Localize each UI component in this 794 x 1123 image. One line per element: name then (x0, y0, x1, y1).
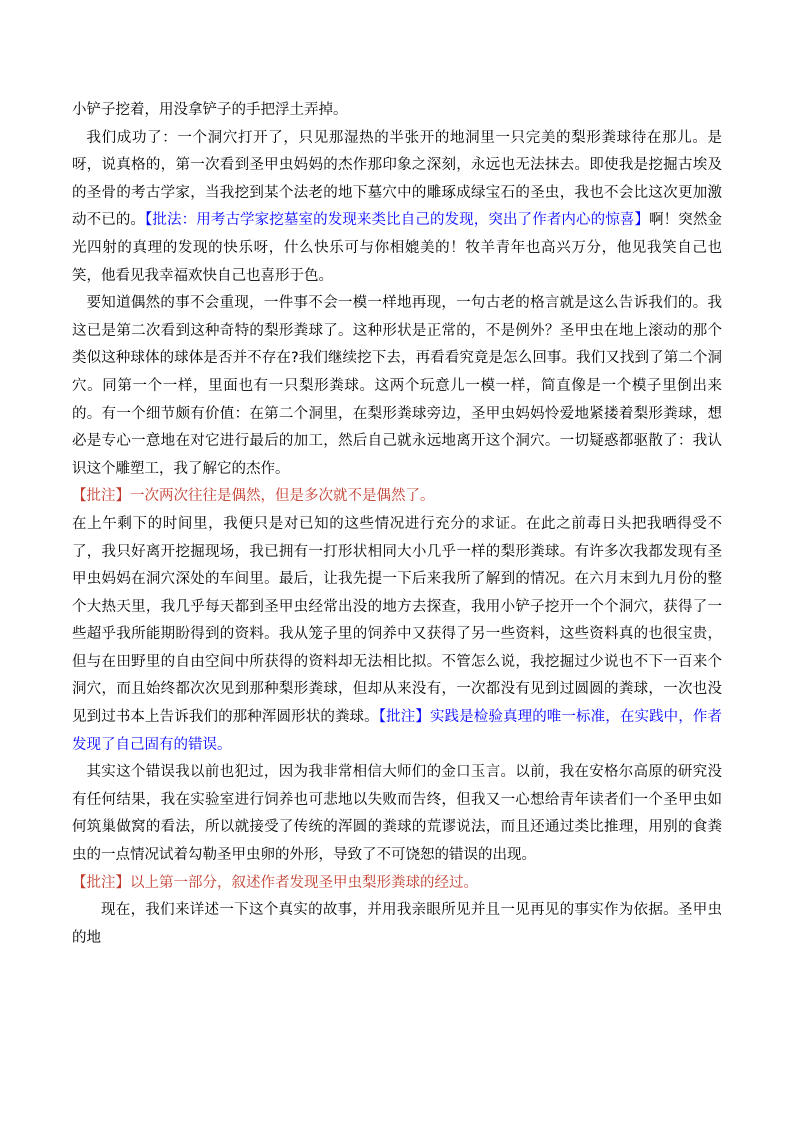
paragraph-4 (72, 511, 722, 759)
paragraph-4-text: 在上午剩下的时间里，我便只是对已知的这些情况进行充分的求证。在此之前毒日头把我晒得受不了，我只好离开挖掘现场，我已拥有一打形状相同大小几乎一样的梨形粪球。有许多次我都发现有圣甲虫妈妈在洞穴深处的车间里。最后，让我先提一下后来我所了解到的情况。在六月末到九月份的整个大热天里，我几乎每天都到圣甲虫经常出没的地方去探查，我用小铲子挖开一个个洞穴，获得了一些超乎我所能期盼得到的资料。我从笼子里的饲养中又获得了另一些资料，这些资料真的也很宝贵，但与在田野里的自由空间中所获得的资料却无法相比拟。不管怎么说，我挖掘过少说也不下一百来个洞穴，而且始终都次次见到那种梨形粪球，但却从来没有，一次都没有见到过圆圆的粪球，一次也没见到过书本上告诉我们的那种浑圆形状的粪球。 (72, 515, 722, 726)
paragraph-6: 现在，我们来详述一下这个真实的故事，并用我亲眼所见并且一见再见的事实作为依据。圣甲虫的地 (72, 902, 722, 946)
annotation-2-label: 【批注】 (72, 874, 130, 891)
paragraph-3: 要知道偶然的事不会重现，一件事不会一模一样地再现，一句古老的格言就是这么告诉我们的。我这已是第二次看到这种奇特的梨形粪球了。这种形状是正常的，不是例外？圣甲虫在地上滚动的那个类似这种球体的球体是否并不存在?我们继续挖下去，再看看究竟是怎么回事。我们又找到了第二个洞穴。同第一个一样，里面也有一只梨形粪球。这两个玩意儿一模一样，简直像是一个模子里倒出来的。有一个细节颇有价值：在第二个洞里，在梨形粪球旁边，圣甲虫妈妈怜爱地紧搂着梨形粪球，想必是专心一意地在对它进行最后的加工，然后自己就永远地离开这个洞穴。一切疑惑都驱散了：我认识这个雕塑工，我了解它的杰作。 (72, 295, 722, 477)
annotation-1-text: 一次两次往往是偶然，但是多次就不是偶然了。 (130, 488, 435, 505)
paragraph-2-tail: 啊！突然金光四射的真理的发现的快乐呀，什么快乐可与你相媲美的！牧羊青年也高兴万分，他见我笑自己也笑，他看见我幸福欢快自己也喜形于色。 (72, 212, 723, 284)
annotation-archaeologist: 【批法：用考古学家挖墓室的发现来类比自己的发现，突出了作者内心的惊喜】 (145, 212, 650, 229)
paragraph-5: 其实这个错误我以前也犯过，因为我非常相信大师们的金口玉言。以前，我在安格尔高原的研究没有任何结果，我在实验室进行饲养也可悲地以失败而告终，但我又一心想给青年读者们一个圣甲虫如何筑巢做窝的看法，所以就接受了传统的浑圆的粪球的荒谬说法，而且还通过类比推理，用别的食粪虫的一点情况试着勾勒圣甲虫卵的外形，导致了不可饶恕的错误的出现。 (72, 764, 722, 864)
annotation-practice: 【批注】实践是检验真理的唯一标准，在实践中，作者发现了自己固有的错误。 (72, 709, 722, 753)
annotation-2 (72, 870, 722, 898)
paragraph-2 (72, 125, 722, 291)
annotation-1-label: 【批注】 (72, 488, 130, 505)
paragraph-2-text: 我们成功了：一个洞穴打开了，只见那湿热的半张开的地洞里一只完美的梨形粪球待在那儿。是呀，说真格的，第一次看到圣甲虫妈妈的杰作那印象之深刻，永远也无法抹去。即使我是挖掘古埃及的圣骨的考古学家，当我挖到某个法老的地下墓穴中的雕琢成绿宝石的圣虫，我也不会比这次更加激动不已的。 (72, 129, 722, 229)
annotation-2-text: 以上第一部分，叙述作者发现圣甲虫梨形粪球的经过。 (130, 874, 478, 891)
document-page (72, 97, 722, 952)
paragraph-1: 小铲子挖着，用没拿铲子的手把浮土弄掉。 (72, 102, 348, 118)
annotation-1 (72, 483, 722, 511)
